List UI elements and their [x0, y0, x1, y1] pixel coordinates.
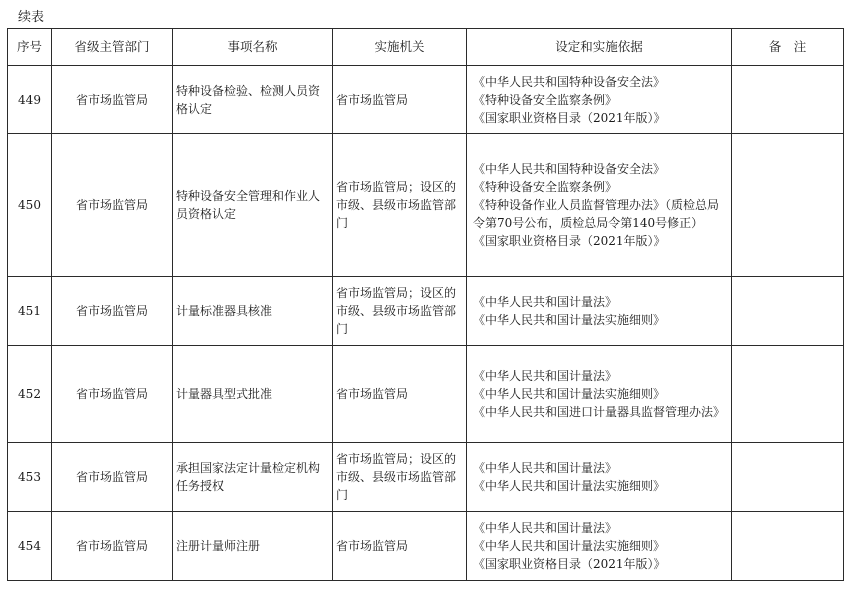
table-row	[8, 443, 844, 512]
item-cell: 计量标准器具核准	[173, 277, 333, 346]
table-row	[8, 346, 844, 443]
seq-cell: 449	[8, 66, 52, 134]
dept-cell: 省市场监管局	[52, 512, 173, 581]
basis-cell	[467, 512, 732, 581]
agency-cell: 省市场监管局；设区的市级、县级市场监管部门	[333, 277, 467, 346]
item-cell: 承担国家法定计量检定机构任务授权	[173, 443, 333, 512]
dept-cell: 省市场监管局	[52, 66, 173, 134]
header-basis: 设定和实施依据	[467, 29, 732, 66]
seq-cell: 452	[8, 346, 52, 443]
item-cell: 特种设备安全管理和作业人员资格认定	[173, 134, 333, 277]
seq-cell: 450	[8, 134, 52, 277]
dept-cell: 省市场监管局	[52, 443, 173, 512]
basis-line: 《特种设备安全监察条例》	[473, 180, 618, 194]
approval-items-table	[7, 28, 844, 581]
basis-line: 《中华人民共和国计量法实施细则》	[473, 313, 666, 327]
table-row	[8, 66, 844, 134]
basis-cell	[467, 66, 732, 134]
item-cell: 注册计量师注册	[173, 512, 333, 581]
remark-cell	[732, 512, 844, 581]
header-row	[8, 29, 844, 66]
basis-line: 《中华人民共和国计量法》	[473, 295, 618, 309]
remark-cell	[732, 443, 844, 512]
dept-cell: 省市场监管局	[52, 277, 173, 346]
item-cell: 计量器具型式批准	[173, 346, 333, 443]
table-row	[8, 134, 844, 277]
seq-cell: 451	[8, 277, 52, 346]
header-agency: 实施机关	[333, 29, 467, 66]
basis-line: 《中华人民共和国特种设备安全法》	[473, 74, 666, 89]
item-cell: 特种设备检验、检测人员资格认定	[173, 66, 333, 134]
basis-line: 《国家职业资格目录（2021年版）》	[473, 234, 666, 248]
remark-cell	[732, 346, 844, 443]
basis-line: 《中华人民共和国计量法》	[473, 521, 618, 535]
basis-line: 《中华人民共和国特种设备安全法》	[473, 162, 666, 176]
remark-cell	[732, 134, 844, 277]
basis-line: 《特种设备安全监察条例》	[473, 92, 618, 107]
basis-cell	[467, 277, 732, 346]
table-row	[8, 512, 844, 581]
basis-cell	[467, 443, 732, 512]
basis-line: 《中华人民共和国计量法》	[473, 369, 618, 383]
agency-cell: 省市场监管局	[333, 66, 467, 134]
basis-line: 《国家职业资格目录（2021年版）》	[473, 557, 666, 571]
header-seq: 序号	[8, 29, 52, 66]
header-dept: 省级主管部门	[52, 29, 173, 66]
table-row	[8, 277, 844, 346]
basis-cell	[467, 346, 732, 443]
dept-cell: 省市场监管局	[52, 346, 173, 443]
basis-line: 《中华人民共和国进口计量器具监督管理办法》	[473, 405, 726, 419]
agency-cell: 省市场监管局	[333, 346, 467, 443]
basis-line: 《国家职业资格目录（2021年版）》	[473, 110, 666, 125]
header-remark: 备 注	[732, 29, 844, 66]
basis-line: 《中华人民共和国计量法实施细则》	[473, 387, 666, 401]
basis-line: 《特种设备作业人员监督管理办法》（质检总局令第70号公布，质检总局令第140号修正）	[473, 198, 720, 230]
header-item: 事项名称	[173, 29, 333, 66]
agency-cell: 省市场监管局；设区的市级、县级市场监管部门	[333, 134, 467, 277]
basis-cell	[467, 134, 732, 277]
dept-cell: 省市场监管局	[52, 134, 173, 277]
agency-cell: 省市场监管局；设区的市级、县级市场监管部门	[333, 443, 467, 512]
seq-cell: 454	[8, 512, 52, 581]
table-caption: 续表	[18, 10, 45, 25]
remark-cell	[732, 66, 844, 134]
basis-line: 《中华人民共和国计量法》	[473, 461, 618, 475]
basis-line: 《中华人民共和国计量法实施细则》	[473, 539, 666, 553]
basis-line: 《中华人民共和国计量法实施细则》	[473, 479, 666, 493]
seq-cell: 453	[8, 443, 52, 512]
remark-cell	[732, 277, 844, 346]
agency-cell: 省市场监管局	[333, 512, 467, 581]
